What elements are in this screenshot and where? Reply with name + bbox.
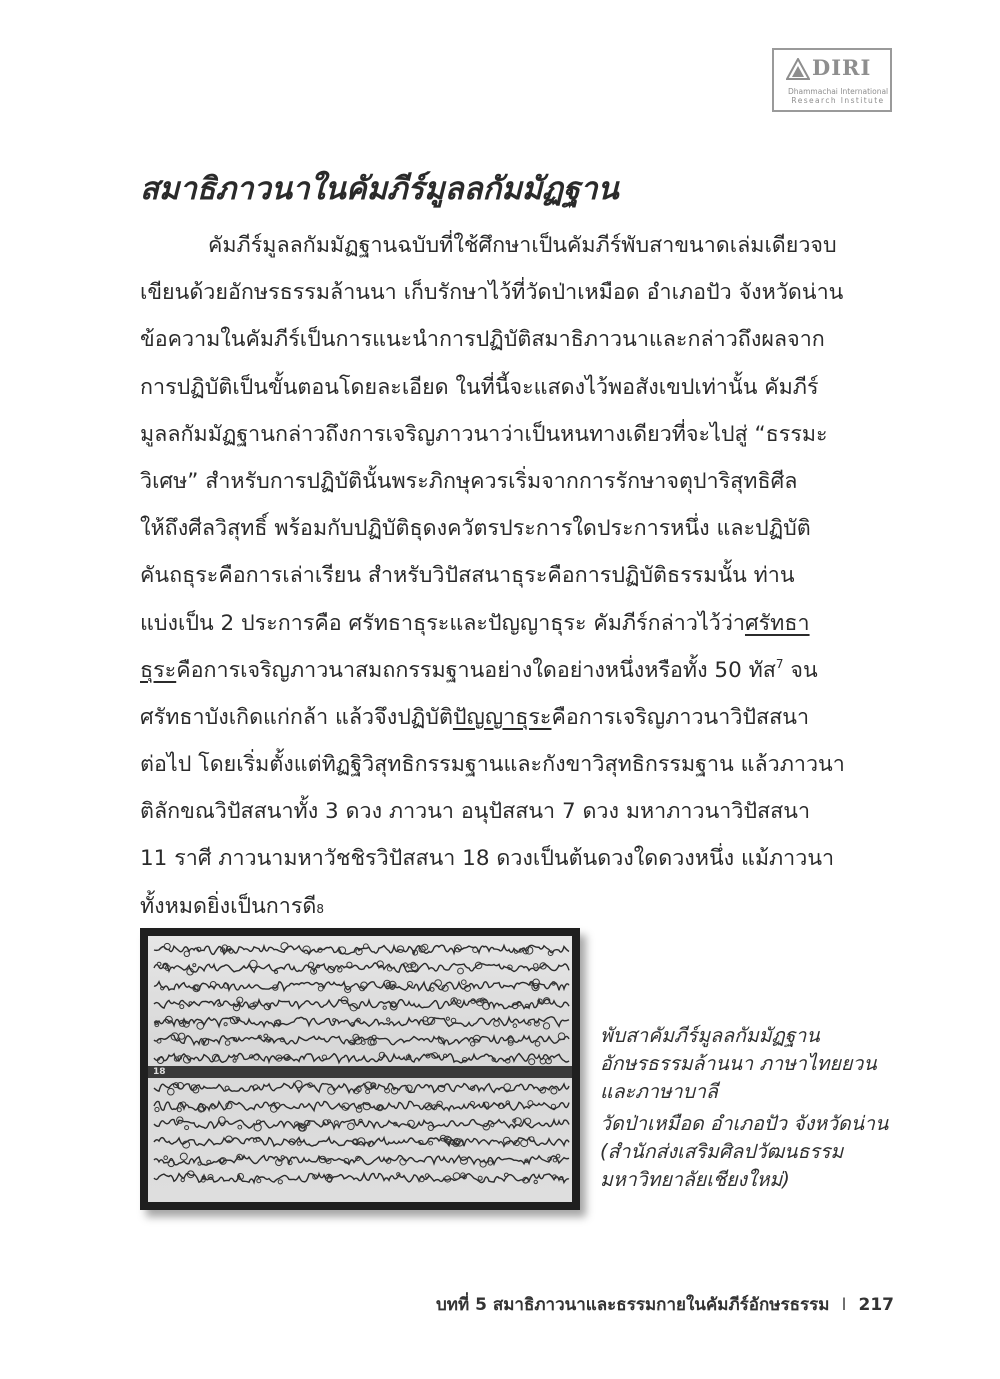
script-glyph: [193, 964, 196, 967]
text-line: ธุระคือการเจริญภาวนาสมถกรรมฐานอย่างใดอย่างหนึ่งหรือทั้ง 50 ทัส$^7$ จน: [140, 656, 818, 683]
script-glyph: [387, 1018, 390, 1021]
script-line: [154, 999, 569, 1008]
script-glyph: [535, 1041, 540, 1046]
manuscript-leaf: [148, 936, 572, 1202]
script-glyph: [430, 988, 434, 992]
script-glyph: [179, 1033, 185, 1039]
script-glyph: [189, 1002, 192, 1005]
text-line: 11 ราศี ภาวนามหาวัชชิรวิปัสสนา 18 ดวงเป็นต้นดวงใดดวงหนึ่ง แม้ภาวนา: [140, 846, 835, 872]
script-glyph: [197, 1022, 204, 1029]
logo-subtitle-2: Research Institute: [791, 96, 885, 105]
script-glyph: [327, 1120, 330, 1123]
text-line: ข้อความในคัมภีร์เป็นการแนะนำการปฏิบัติสมาธิภาวนาและกล่าวถึงผลจาก: [140, 327, 825, 353]
script-glyph: [185, 1126, 189, 1130]
script-glyph: [458, 968, 464, 974]
script-glyph: [560, 1177, 563, 1180]
script-glyph: [514, 1118, 521, 1125]
script-glyph: [429, 1141, 433, 1145]
script-glyph: [297, 1142, 301, 1146]
footer-separator: I: [841, 1295, 847, 1315]
script-glyph: [278, 1180, 282, 1184]
script-glyph: [219, 1117, 226, 1124]
script-glyph: [528, 1022, 531, 1025]
logo-subtitle-1: Dhammachai International: [788, 87, 889, 96]
text-line: ให้ถึงศีลวิสุทธิ์ พร้อมกับปฏิบัติธุดงควัตรประการใดประการหนึ่ง และปฏิบัติ: [140, 516, 811, 542]
script-glyph: [451, 1018, 456, 1023]
section-heading: สมาธิภาวนาในคัมภีร์มูลลกัมมัฏฐาน: [140, 171, 619, 207]
script-glyph: [180, 1153, 187, 1160]
script-glyph: [264, 1034, 268, 1038]
script-glyph: [471, 1042, 475, 1046]
script-glyph: [198, 1162, 201, 1165]
underlined-term: ศรัทธา: [744, 610, 810, 636]
underlined-term: ธุระ: [140, 657, 177, 683]
script-glyph: [513, 1024, 517, 1028]
script-glyph: [161, 987, 164, 990]
script-glyph: [180, 1005, 184, 1009]
page-footer: [436, 1291, 894, 1318]
script-line: [154, 1119, 569, 1128]
text-line: มูลลกัมมัฏฐานกล่าวถึงการเจริญภาวนาว่าเป็นหนทางเดียวที่จะไปสู่ “ธรรมะ: [140, 421, 828, 447]
text-line: แบ่งเป็น 2 ประการคือ ศรัทธาธุระและปัญญาธุระ คัมภีร์กล่าวไว้ว่าศรัทธา: [140, 610, 810, 636]
text-line: การปฏิบัติเป็นขั้นตอนโดยละเอียด ในที่นี้จะแสดงไว้พอสังเขปเท่านั้น คัมภีร์: [140, 374, 819, 400]
script-glyph: [504, 1084, 511, 1091]
script-glyph: [446, 1017, 449, 1020]
script-glyph: [558, 1033, 565, 1040]
text-line: ติลักขณวิปัสสนาทั้ง 3 ดวง ภาวนา อนุปัสสนา 7 ดวง มหาภาวนาวิปัสสนา: [140, 799, 811, 825]
script-glyph: [322, 1055, 326, 1059]
caption-line: มหาวิทยาลัยเชียงใหม่): [600, 1168, 790, 1191]
script-glyph: [333, 1019, 336, 1022]
caption-line: วัดป่าเหมือด อำเภอปัว จังหวัดน่าน: [600, 1112, 889, 1135]
text-line: ต่อไป โดยเริ่มตั้งแต่ทิฏฐิวิสุทธิกรรมฐานและกังขาวิสุทธิกรรมฐาน แล้วภาวนา: [140, 752, 845, 778]
leaf-fold: [148, 1066, 572, 1078]
script-glyph: [238, 1125, 242, 1129]
script-glyph: [453, 1173, 460, 1180]
script-glyph: [225, 1041, 230, 1046]
script-glyph: [534, 964, 538, 968]
script-glyph: [383, 1006, 386, 1009]
script-glyph: [281, 943, 288, 950]
underlined-term: ปัญญาธุระ: [452, 704, 552, 730]
script-glyph: [348, 1123, 355, 1130]
script-glyph: [534, 1180, 537, 1183]
script-glyph: [318, 986, 323, 991]
caption-line: อักษรธรรมล้านนา ภาษาไทยยวน: [600, 1052, 877, 1075]
script-line: [154, 1173, 569, 1182]
body-paragraph: [140, 222, 895, 930]
script-glyph: [233, 1059, 236, 1062]
script-glyph: [525, 1118, 531, 1124]
diri-logo: [772, 48, 892, 112]
caption-line: และภาษาบาลี: [600, 1080, 718, 1103]
script-glyph: [317, 965, 320, 968]
leaf-number: 18: [150, 1067, 169, 1077]
script-glyph: [275, 971, 278, 974]
script-glyph: [462, 980, 467, 985]
script-glyph: [543, 1023, 549, 1029]
script-glyph: [155, 1107, 159, 1111]
script-glyph: [514, 950, 517, 953]
script-glyph: [528, 1101, 533, 1106]
script-glyph: [420, 1177, 424, 1181]
script-glyph: [521, 1140, 528, 1147]
script-glyph: [181, 1178, 184, 1181]
script-glyph: [529, 1059, 535, 1065]
caption-line: พับสาคัมภีร์มูลลกัมมัฏฐาน: [600, 1024, 820, 1047]
script-glyph: [428, 1125, 433, 1130]
script-glyph: [295, 1081, 302, 1088]
triangle-logo-icon: [786, 58, 810, 80]
script-glyph: [366, 1090, 370, 1094]
script-glyph: [224, 1023, 227, 1026]
caption-line: (สำนักส่งเสริมศิลปวัฒนธรรม: [600, 1140, 844, 1163]
manuscript-photo: [140, 928, 580, 1210]
text-line: วิเศษ” สำหรับการปฏิบัตินั้นพระภิกษุควรเริ่มจากการรักษาจตุปาริสุทธิศีล: [140, 468, 798, 494]
script-glyph: [281, 1156, 284, 1159]
script-glyph: [237, 997, 243, 1003]
chapter-title: บทที่ 5 สมาธิภาวนาและธรรมกายในคัมภีร์อักษรธรรม: [435, 1295, 830, 1315]
script-glyph: [184, 951, 189, 956]
script-glyph: [168, 1088, 175, 1095]
script-glyph: [473, 948, 478, 953]
footnote-marker: 7: [775, 656, 784, 671]
text-line: เขียนด้วยอักษรธรรมล้านนา เก็บรักษาไว้ที่วัดป่าเหมือด อำเภอปัว จังหวัดน่าน: [140, 280, 844, 306]
script-glyph: [491, 1124, 494, 1127]
logo-mark: DIRI: [812, 55, 872, 80]
script-line: [154, 963, 569, 972]
script-glyph: [347, 962, 352, 967]
script-glyph: [257, 1179, 261, 1183]
script-glyph: [177, 1108, 181, 1112]
script-glyph: [309, 962, 314, 967]
script-line: [154, 1084, 569, 1093]
script-glyph: [164, 1156, 168, 1160]
text-line: คันถธุระคือการเล่าเรียน สำหรับวิปัสสนาธุระคือการปฏิบัติธรรมนั้น ท่าน: [140, 563, 795, 589]
script-glyph: [157, 962, 161, 966]
image-caption: [600, 1022, 930, 1194]
script-glyph: [553, 1158, 557, 1162]
script-glyph: [534, 1021, 539, 1026]
text-line: ทั้งหมดยิ่งเป็นการดี 8: [140, 893, 325, 919]
text-line: ศรัทธาบังเกิดแก่กล้า แล้วจึงปฏิบัติปัญญาธุระคือการเจริญภาวนาวิปัสสนา: [140, 704, 810, 730]
script-glyph: [233, 1004, 239, 1010]
script-glyph: [250, 960, 257, 967]
script-glyph: [533, 979, 540, 986]
script-glyph: [488, 1161, 492, 1165]
script-glyph: [478, 1176, 482, 1180]
script-line: [154, 1017, 569, 1027]
script-glyph: [400, 1159, 406, 1165]
text-line: คัมภีร์มูลลกัมมัฏฐานฉบับที่ใช้ศึกษาเป็นคัมภีร์พับสาขนาดเล่มเดียวจบ: [208, 233, 837, 258]
page-number: 217: [858, 1295, 894, 1315]
script-line: [154, 1156, 569, 1166]
script-glyph: [423, 1017, 428, 1022]
script-glyph: [457, 1000, 461, 1004]
script-glyph: [226, 1136, 233, 1143]
script-glyph: [372, 1035, 376, 1039]
script-glyph: [435, 980, 442, 987]
script-glyph: [444, 1054, 447, 1057]
script-glyph: [556, 1154, 560, 1158]
script-glyph: [254, 1055, 259, 1060]
script-glyph: [361, 1041, 365, 1045]
script-glyph: [551, 1104, 555, 1108]
